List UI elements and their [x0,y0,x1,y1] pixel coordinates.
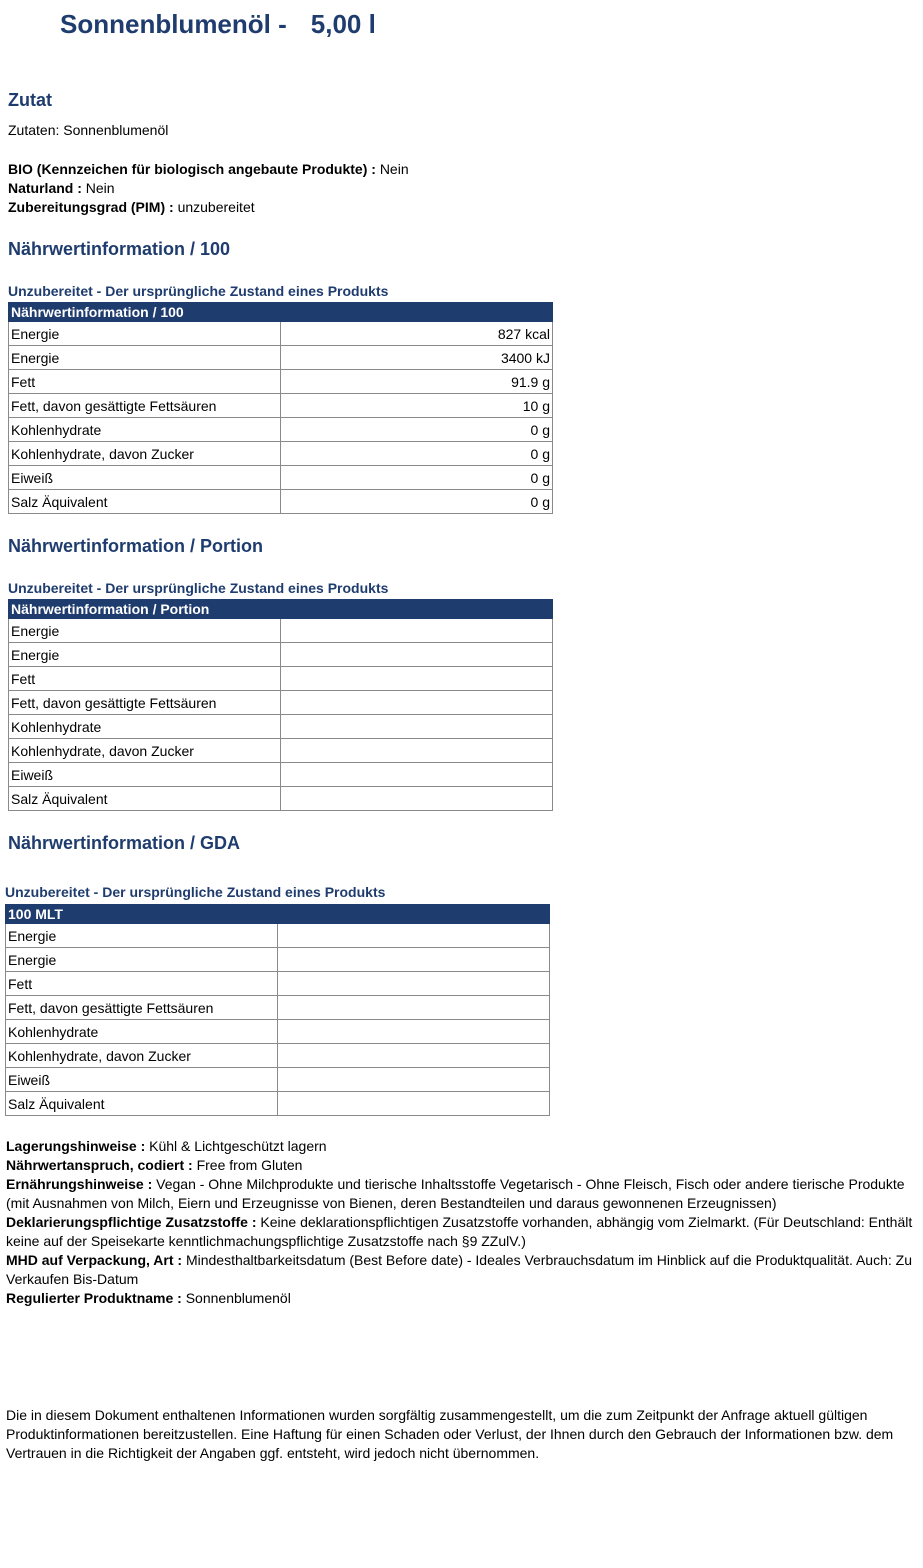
row-label: Fett [9,370,281,394]
mhd-line [6,1251,916,1289]
naturland-value: Nein [85,180,115,196]
pim-value: unzubereitet [177,199,255,215]
row-value: 91.9 g [281,370,553,394]
row-value: 0 g [281,466,553,490]
detail-label: Ernährungshinweise : [6,1176,153,1192]
row-value: 827 kcal [281,322,553,346]
row-value [281,643,553,667]
nutrition-gda-subheading: Unzubereitet - Der ursprüngliche Zustand eines Produkts [5,884,386,900]
ingredients-text: Zutaten: Sonnenblumenöl [8,122,169,138]
row-label: Fett [6,972,278,996]
detail-label: Regulierter Produktname : [6,1290,182,1306]
table-row [6,1068,550,1092]
nutrition-portion-table [8,599,553,811]
table-row [6,948,550,972]
row-value [278,972,550,996]
table-row [6,972,550,996]
table-row [9,394,553,418]
bio-value: Nein [379,161,409,177]
row-label: Energie [9,619,281,643]
product-name: Sonnenblumenöl - [60,9,287,39]
nutrition-portion-heading: Nährwertinformation / Portion [8,536,264,556]
detail-label: Deklarierungspflichtige Zusatzstoffe : [6,1214,257,1230]
detail-value: Mindesthaltbarkeitsdatum (Best Before date) - Ideales Verbrauchsdatum im Hinblick auf die Produktqualität. Auch: Zu Verkaufen Bis-Datum [6,1252,912,1287]
pim-label: Zubereitungsgrad (PIM) : [8,199,174,215]
detail-value: Kühl & Lichtgeschützt lagern [149,1138,327,1154]
table-row [9,787,553,811]
detail-value: Keine deklarationspflichtigen Zusatzstoffe vorhanden, abhängig vom Zielmarkt. (Für Deutschland: Enthält keine auf der Speisekarte kenntlichmachungspflichtige Zusatzstoffe nach §9 ZZulV.) [6,1214,913,1249]
table-row [9,442,553,466]
row-value [278,948,550,972]
table-row [9,715,553,739]
diet-line [6,1175,916,1213]
row-value [281,667,553,691]
row-label: Fett, davon gesättigte Fettsäuren [9,394,281,418]
row-label: Kohlenhydrate [9,418,281,442]
detail-value: Sonnenblumenöl [185,1290,291,1306]
bio-label: BIO (Kennzeichen für biologisch angebaute Produkte) : [8,161,376,177]
row-value [281,619,553,643]
table-row [9,370,553,394]
table-header-row [6,905,550,924]
row-label: Eiweiß [6,1068,278,1092]
detail-value: Vegan - Ohne Milchprodukte und tierische Inhaltsstoffe Vegetarisch - Ohne Fleisch, Fisch oder andere tierische Produkte (mit Ausnahmen von Milch, Eiern und Erzeugnisse von Bienen, deren Bestandteilen und daraus gewonnenen Erzeugnissen) [6,1176,905,1211]
table-row [9,418,553,442]
row-label: Fett, davon gesättigte Fettsäuren [6,996,278,1020]
row-value: 0 g [281,442,553,466]
row-label: Kohlenhydrate, davon Zucker [9,442,281,466]
row-label: Kohlenhydrate [9,715,281,739]
row-label: Salz Äquivalent [9,490,281,514]
table-row [9,490,553,514]
row-label: Energie [9,322,281,346]
bio-line [8,160,409,179]
nutrition-portion-subheading: Unzubereitet - Der ursprüngliche Zustand eines Produkts [8,580,389,596]
row-value [281,715,553,739]
row-value: 0 g [281,418,553,442]
table-row [6,924,550,948]
table-row [9,466,553,490]
row-label: Energie [9,346,281,370]
regulated-name-line [6,1289,916,1308]
table-row [6,1044,550,1068]
detail-label: MHD auf Verpackung, Art : [6,1252,183,1268]
detail-label: Nährwertanspruch, codiert : [6,1157,193,1173]
disclaimer: Die in diesem Dokument enthaltenen Informationen wurden sorgfältig zusammengestellt, um die zum Zeitpunkt der Anfrage aktuell gültigen Produktinformationen bereitzustellen. Eine Haftung für einen Schaden oder Verlust, der Ihnen durch den Gebrauch der Informationen bzw. dem Vertrauen in die Richtigkeit der Angaben ggf. entsteht, wird jedoch nicht übernommen. [6,1407,894,1461]
row-label: Eiweiß [9,763,281,787]
naturland-line [8,179,115,198]
detail-value: Free from Gluten [196,1157,303,1173]
row-label: Energie [6,924,278,948]
nutrition-claim-line [6,1156,916,1175]
row-label: Fett, davon gesättigte Fettsäuren [9,691,281,715]
row-value [278,924,550,948]
page-title [60,8,376,40]
table-row [9,346,553,370]
nutrition-100-table [8,302,553,514]
table-header-row [9,600,553,619]
row-value: 10 g [281,394,553,418]
row-label: Kohlenhydrate [6,1020,278,1044]
zutat-heading: Zutat [8,90,52,110]
row-label: Kohlenhydrate, davon Zucker [9,739,281,763]
table-row [6,1020,550,1044]
row-value [278,1020,550,1044]
table-row [6,1092,550,1116]
row-label: Eiweiß [9,466,281,490]
row-value: 3400 kJ [281,346,553,370]
row-label: Fett [9,667,281,691]
table-row [9,739,553,763]
row-label: Energie [6,948,278,972]
row-value [278,1092,550,1116]
row-value [278,996,550,1020]
row-label: Salz Äquivalent [6,1092,278,1116]
table-header: 100 MLT [6,905,550,924]
table-header-row [9,303,553,322]
naturland-label: Naturland : [8,180,82,196]
table-header: Nährwertinformation / 100 [9,303,553,322]
table-row [6,996,550,1020]
table-header: Nährwertinformation / Portion [9,600,553,619]
row-label: Salz Äquivalent [9,787,281,811]
row-label: Energie [9,643,281,667]
row-value [278,1044,550,1068]
row-value [281,787,553,811]
nutrition-100-subheading: Unzubereitet - Der ursprüngliche Zustand eines Produkts [8,283,389,299]
row-value [281,739,553,763]
additives-line [6,1213,916,1251]
row-value [281,691,553,715]
nutrition-100-heading: Nährwertinformation / 100 [8,239,231,259]
row-value: 0 g [281,490,553,514]
row-value [281,763,553,787]
table-row [9,322,553,346]
pim-line [8,198,255,217]
product-details [6,1137,916,1308]
product-amount: 5,00 l [310,9,376,39]
table-row [9,667,553,691]
table-row [9,763,553,787]
storage-line [6,1137,916,1156]
detail-label: Lagerungshinweise : [6,1138,146,1154]
table-row [9,691,553,715]
table-row [9,619,553,643]
table-row [9,643,553,667]
row-value [278,1068,550,1092]
nutrition-gda-heading: Nährwertinformation / GDA [8,833,241,853]
row-label: Kohlenhydrate, davon Zucker [6,1044,278,1068]
nutrition-gda-table [5,904,550,1116]
